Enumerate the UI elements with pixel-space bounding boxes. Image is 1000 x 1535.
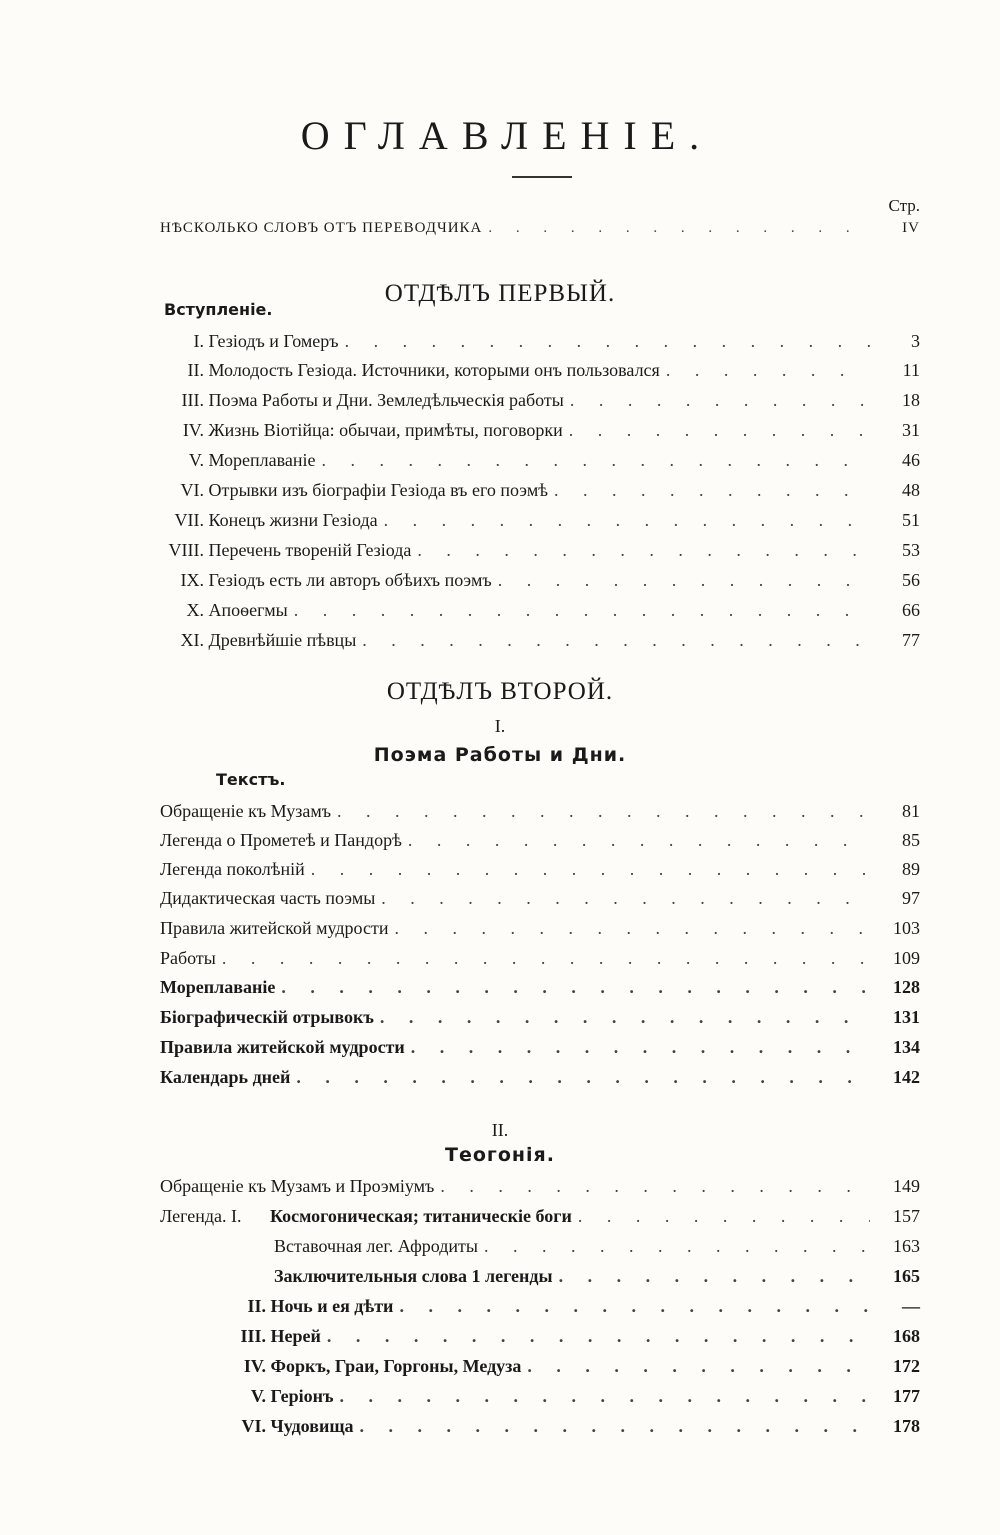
entry-text: Правила житейской мудрости: [160, 1037, 405, 1057]
entry-page: 89: [902, 859, 920, 879]
section-numeral: I.: [494, 716, 506, 736]
entry-number: III.: [181, 390, 204, 410]
entry-text: Біографическій отрывокъ: [160, 1007, 374, 1027]
entry-page: 56: [902, 570, 920, 590]
entry-text: Древнѣйшіе пѣвцы: [208, 630, 357, 650]
entry-text: Легенда поколѣній: [160, 859, 305, 879]
entry-text: Конецъ жизни Гезіода: [208, 510, 378, 530]
toc-entry[interactable]: [200, 1292, 920, 1320]
entry-page: 48: [902, 480, 920, 500]
leader-dots: [408, 826, 870, 854]
text-label: Текстъ.: [216, 770, 286, 789]
toc-entry[interactable]: [160, 884, 920, 912]
entry-text: Гезіодъ есть ли авторъ обѣихъ поэмъ: [208, 570, 492, 590]
leader-dots: [484, 1232, 870, 1260]
entry-text: Нерей: [270, 1326, 321, 1346]
toc-entry[interactable]: [160, 1003, 920, 1031]
entry-page: —: [902, 1296, 920, 1316]
toc-entry[interactable]: [140, 327, 920, 355]
toc-entry[interactable]: [140, 566, 920, 594]
part2-heading: ОТДѢЛЪ ВТОРОЙ.: [386, 678, 614, 705]
toc-entry[interactable]: [160, 914, 920, 942]
leader-dots: [222, 944, 870, 972]
section-title: Поэма Работы и Дни.: [373, 744, 627, 766]
leader-dots: [569, 416, 870, 444]
entry-number: V.: [250, 1386, 266, 1406]
leader-dots: [578, 1202, 870, 1230]
entry-page: 18: [902, 390, 920, 410]
intro-label: Вступленіе.: [164, 300, 273, 319]
leader-dots: [311, 855, 870, 883]
entry-number: IX.: [180, 570, 204, 590]
entry-page: 165: [893, 1266, 920, 1286]
entry-text: Форкъ, Граи, Горгоны, Медуза: [270, 1356, 522, 1376]
leader-dots: [394, 914, 870, 942]
page-title: ОГЛАВЛЕНІЕ.: [300, 113, 714, 158]
toc-entry[interactable]: [274, 1262, 920, 1290]
toc-entry[interactable]: [160, 855, 920, 883]
entry-number: Легенда. I.: [160, 1206, 242, 1226]
entry-page: 149: [893, 1176, 920, 1196]
entry-text: Обращеніе къ Музамъ и Проэміумъ: [160, 1176, 435, 1196]
entry-text: Заключительныя слова 1 легенды: [274, 1266, 553, 1286]
entry-text: Поэма Работы и Дни. Земледѣльческія работы: [208, 390, 564, 410]
entry-text: Обращеніе къ Музамъ: [160, 801, 332, 821]
leader-dots: [570, 386, 870, 414]
entry-page: 163: [893, 1236, 920, 1256]
entry-number: III.: [240, 1326, 266, 1346]
entry-text: Правила житейской мудрости: [160, 918, 389, 938]
entry-page: 97: [902, 888, 920, 908]
entry-text: Мореплаваніе: [208, 450, 316, 470]
entry-text: Работы: [160, 948, 216, 968]
entry-page: 177: [893, 1386, 920, 1406]
leader-dots: [322, 446, 870, 474]
entry-text: Ночь и ея дѣти: [270, 1296, 394, 1316]
leader-dots: [488, 214, 870, 242]
leader-dots: [381, 884, 870, 912]
entry-text: Апоѳегмы: [208, 600, 288, 620]
entry-text: Мореплаваніе: [160, 977, 276, 997]
toc-entry[interactable]: [140, 476, 920, 504]
entry-number: IV.: [243, 1356, 266, 1376]
entry-text: Вставочная лег. Афродиты: [274, 1236, 478, 1256]
entry-page: 53: [902, 540, 920, 560]
entry-text: Геріонъ: [270, 1386, 334, 1406]
leader-dots: [498, 566, 870, 594]
toc-entry[interactable]: [160, 944, 920, 972]
entry-text: Отрывки изъ біографіи Гезіода въ его поэмѣ: [208, 480, 548, 500]
leader-dots: [417, 536, 870, 564]
entry-page: 46: [902, 450, 920, 470]
toc-entry[interactable]: [200, 1352, 920, 1380]
entry-text: Гезіодъ и Гомеръ: [208, 331, 339, 351]
entry-page: 131: [893, 1007, 920, 1027]
entry-page: 31: [902, 420, 920, 440]
entry-number: IV.: [182, 420, 204, 440]
entry-number: VI.: [241, 1416, 266, 1436]
entry-page: 77: [902, 630, 920, 650]
entry-page: 128: [893, 977, 920, 997]
entry-number: V.: [188, 450, 204, 470]
entry-number: VII.: [174, 510, 204, 530]
leader-dots: [399, 1292, 870, 1320]
leader-dots: [296, 1063, 870, 1091]
entry-text: Календарь дней: [160, 1067, 291, 1087]
page-column-label: Стр.: [888, 196, 920, 215]
entry-page: 142: [893, 1067, 920, 1087]
entry-text: Перечень твореній Гезіода: [208, 540, 412, 560]
entry-page: 81: [902, 801, 920, 821]
toc-entry[interactable]: [160, 826, 920, 854]
entry-page: 103: [893, 918, 920, 938]
entry-text: Космогоническая; титаническіе боги: [270, 1206, 572, 1226]
entry-number: X.: [186, 600, 204, 620]
toc-entry[interactable]: [160, 1033, 920, 1061]
leader-dots: [440, 1172, 870, 1200]
leader-dots: [527, 1352, 870, 1380]
entry-page: 168: [893, 1326, 920, 1346]
entry-page: 157: [893, 1206, 920, 1226]
entry-text: Легенда о Прометеѣ и Пандорѣ: [160, 830, 402, 850]
leader-dots: [559, 1262, 870, 1290]
title-rule: [512, 176, 572, 178]
leader-dots: [554, 476, 870, 504]
toc-entry[interactable]: [140, 386, 920, 414]
toc-entry[interactable]: [160, 797, 920, 825]
entry-page: 109: [893, 948, 920, 968]
leader-dots: [345, 327, 870, 355]
section-title: Теогонія.: [445, 1144, 555, 1166]
toc-entry[interactable]: [140, 626, 920, 654]
entry-number: VIII.: [168, 540, 204, 560]
toc-entry[interactable]: [274, 1232, 920, 1260]
toc-entry[interactable]: [140, 446, 920, 474]
leader-dots: [360, 1412, 870, 1440]
entry-number: I.: [193, 331, 204, 351]
leader-dots: [384, 506, 870, 534]
entry-text: Молодость Гезіода. Источники, которыми онъ пользовался: [208, 360, 660, 380]
toc-entry[interactable]: [160, 1063, 920, 1091]
entry-page: IV: [902, 220, 920, 236]
entry-page: 178: [893, 1416, 920, 1436]
entry-number: II.: [187, 360, 204, 380]
entry-page: 85: [902, 830, 920, 850]
leader-dots: [362, 626, 870, 654]
entry-page: 11: [902, 360, 920, 380]
toc-entry[interactable]: [140, 356, 920, 384]
toc-entry[interactable]: [160, 1172, 920, 1200]
toc-entry[interactable]: [160, 1202, 920, 1230]
leader-dots: [411, 1033, 870, 1061]
entry-text: Жизнь Віотійца: обычаи, примѣты, поговорки: [208, 420, 563, 440]
entry-number: II.: [247, 1296, 266, 1316]
toc-entry[interactable]: [160, 973, 920, 1001]
leader-dots: [666, 356, 870, 384]
entry-page: 172: [893, 1356, 920, 1376]
entry-text: Дидактическая часть поэмы: [160, 888, 376, 908]
toc-entry[interactable]: [200, 1322, 920, 1350]
entry-text: Чудовища: [270, 1416, 354, 1436]
leader-dots: [337, 797, 870, 825]
entry-page: 134: [893, 1037, 920, 1057]
toc-entry[interactable]: [140, 416, 920, 444]
entry-page: 3: [911, 331, 920, 351]
toc-entry-preface[interactable]: [160, 214, 920, 242]
leader-dots: [327, 1322, 870, 1350]
part1-heading: ОТДѢЛЪ ПЕРВЫЙ.: [384, 280, 616, 307]
toc-entry[interactable]: [140, 596, 920, 624]
entry-number: VI.: [180, 480, 204, 500]
entry-number: XI.: [180, 630, 204, 650]
entry-text: НѢСКОЛЬКО СЛОВЪ ОТЪ ПЕРЕВОДЧИКА: [160, 220, 483, 236]
leader-dots: [339, 1382, 870, 1410]
toc-entry[interactable]: [200, 1382, 920, 1410]
entry-page: 66: [902, 600, 920, 620]
section-numeral: II.: [491, 1120, 509, 1140]
toc-entry[interactable]: [140, 536, 920, 564]
toc-entry[interactable]: [200, 1412, 920, 1440]
leader-dots: [380, 1003, 870, 1031]
leader-dots: [294, 596, 870, 624]
toc-entry[interactable]: [140, 506, 920, 534]
leader-dots: [281, 973, 870, 1001]
entry-page: 51: [902, 510, 920, 530]
